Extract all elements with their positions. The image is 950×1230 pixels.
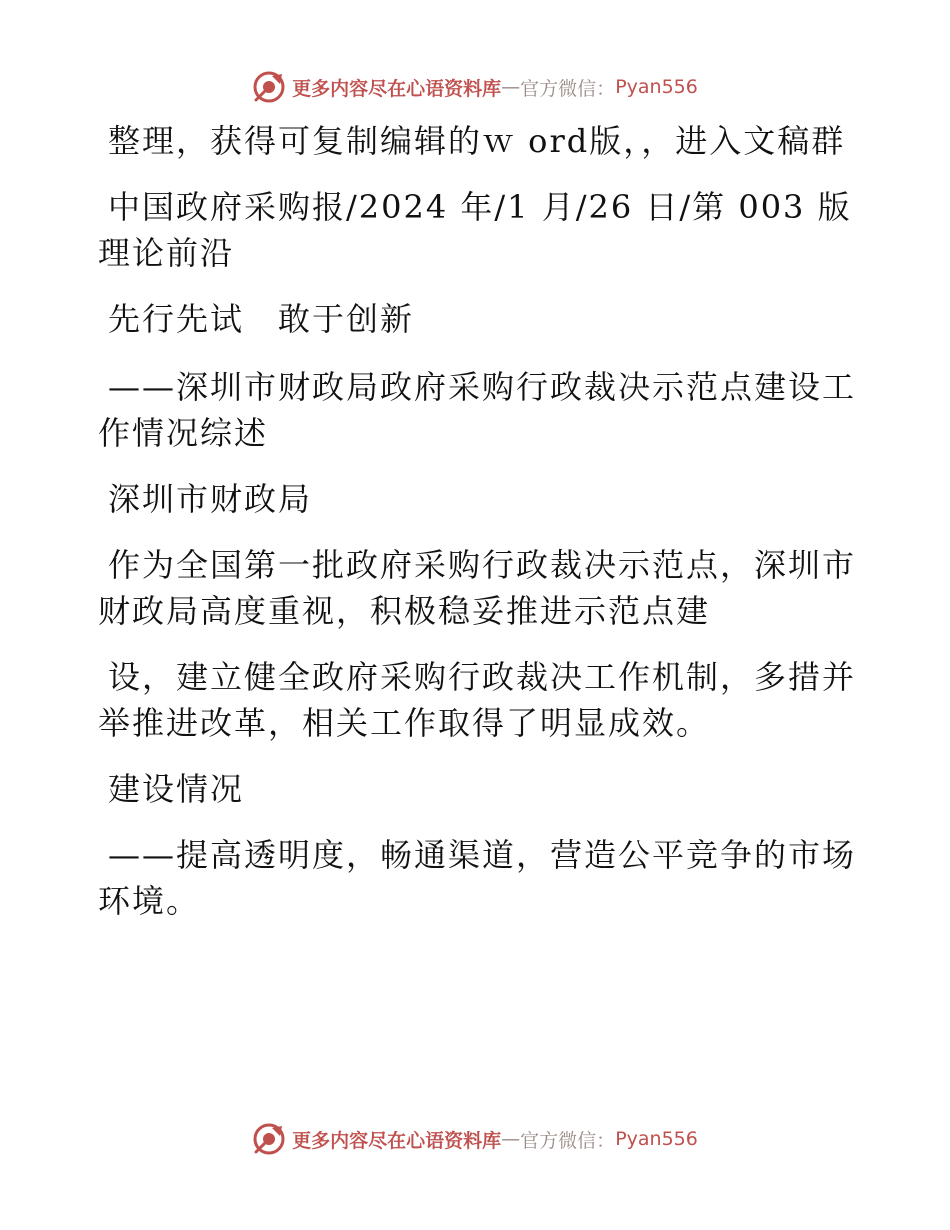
banner-account-label: 官方微信： (520, 1129, 616, 1152)
banner-account-id: Pyan556 (615, 76, 698, 98)
pen-logo-icon (252, 70, 286, 104)
banner-account-label: 官方微信： (520, 77, 616, 100)
paragraph-body-1: 作为全国第一批政府采购行政裁决示范点，深圳市财政局高度重视，积极稳妥推进示范点建 (98, 546, 857, 630)
paragraph-source: 中国政府采购报/2024 年/1 月/26 日/第 003 版理论前沿 (98, 188, 852, 272)
paragraph-intro-note: 整理，获得可复制编辑的ｗ ord版，，进入文稿群 (108, 122, 846, 160)
article-subtitle: ——深圳市财政局政府采购行政裁决示范点建设工作情况综述 (98, 368, 857, 452)
document-body (98, 118, 858, 944)
pen-logo-icon (252, 1122, 286, 1156)
banner-main-text: 更多内容尽在心语资料库 (292, 1129, 502, 1152)
banner-separator: — (501, 76, 521, 98)
paragraph-body-3: ——提高透明度，畅通渠道，营造公平竞争的市场环境。 (98, 836, 857, 920)
article-title: 先行先试 敢于创新 (108, 300, 415, 338)
banner-main-text: 更多内容尽在心语资料库 (292, 77, 502, 100)
banner-separator: — (501, 1128, 521, 1150)
banner-account-id: Pyan556 (615, 1128, 698, 1150)
paragraph-body-2: 设，建立健全政府采购行政裁决工作机制，多措并举推进改革，相关工作取得了明显成效。 (98, 658, 857, 742)
footer-banner (0, 1122, 950, 1156)
section-heading: 建设情况 (108, 770, 245, 808)
header-banner (0, 70, 950, 104)
article-author: 深圳市财政局 (108, 480, 313, 518)
